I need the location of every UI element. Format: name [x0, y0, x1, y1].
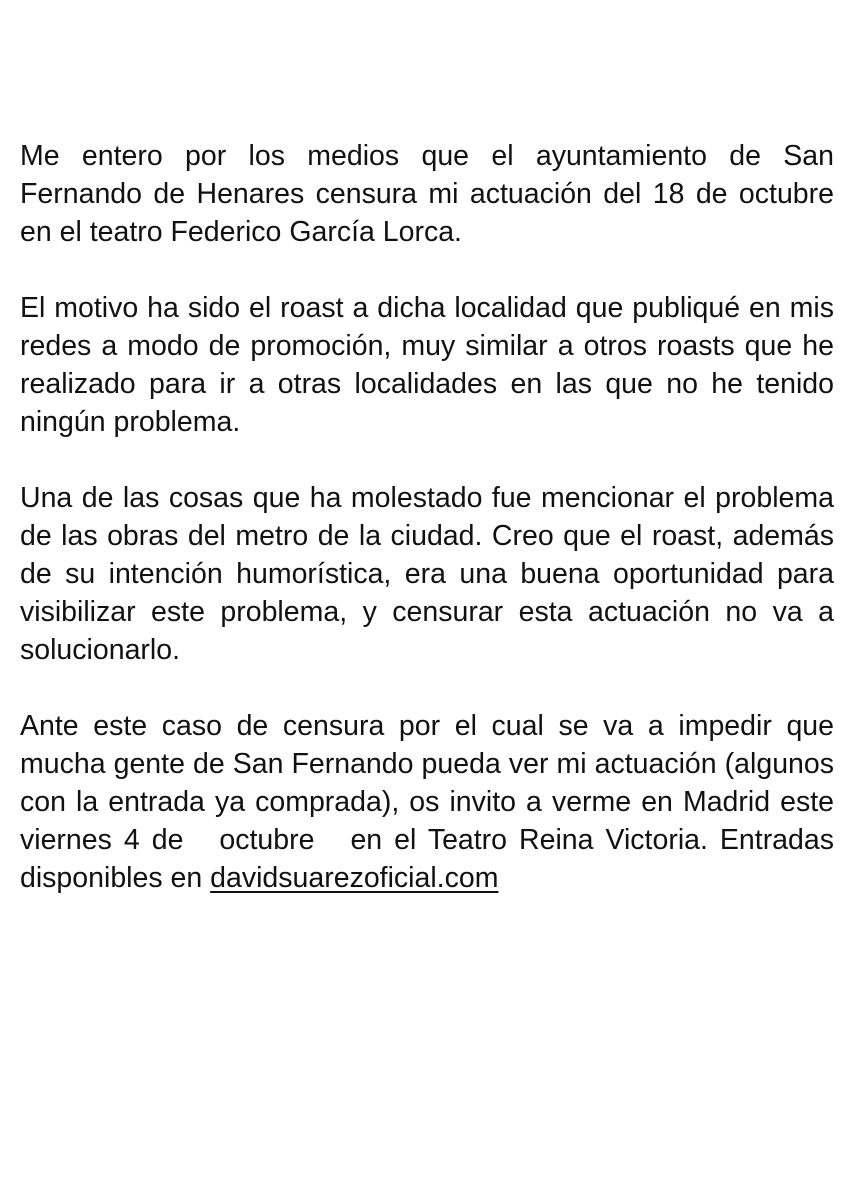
- tickets-website-link[interactable]: davidsuarezoficial.com: [210, 862, 499, 894]
- paragraph-madrid-invitation: [20, 707, 842, 897]
- paragraph-censorship-announcement: Me entero por los medios que el ayuntamiento de San Fernando de Henares censura mi actuación del 18 de octubre en el teatro Federico García Lorca.: [20, 140, 834, 248]
- paragraph-reason: El motivo ha sido el roast a dicha localidad que publiqué en mis redes a modo de promoción, muy similar a otros roasts que he realizado para ir a otras localidades en las que no he tenido ningún problema.: [20, 292, 834, 438]
- invitation-text: Ante este caso de censura por el cual se va a impedir que mucha gente de San Fernando pueda ver mi actuación (algunos con la entrada ya comprada), os invito a verme en Madrid este viernes 4 de octubre en el Teatro Reina Victoria. Entradas disponibles en: [20, 710, 842, 894]
- paragraph-metro-problem: Una de las cosas que ha molestado fue mencionar el problema de las obras del metro de la ciudad. Creo que el roast, además de su intención humorística, era una buena oportunidad para visibilizar este problema, y censurar esta actuación no va a solucionarlo.: [20, 482, 834, 666]
- statement-document: [20, 137, 842, 935]
